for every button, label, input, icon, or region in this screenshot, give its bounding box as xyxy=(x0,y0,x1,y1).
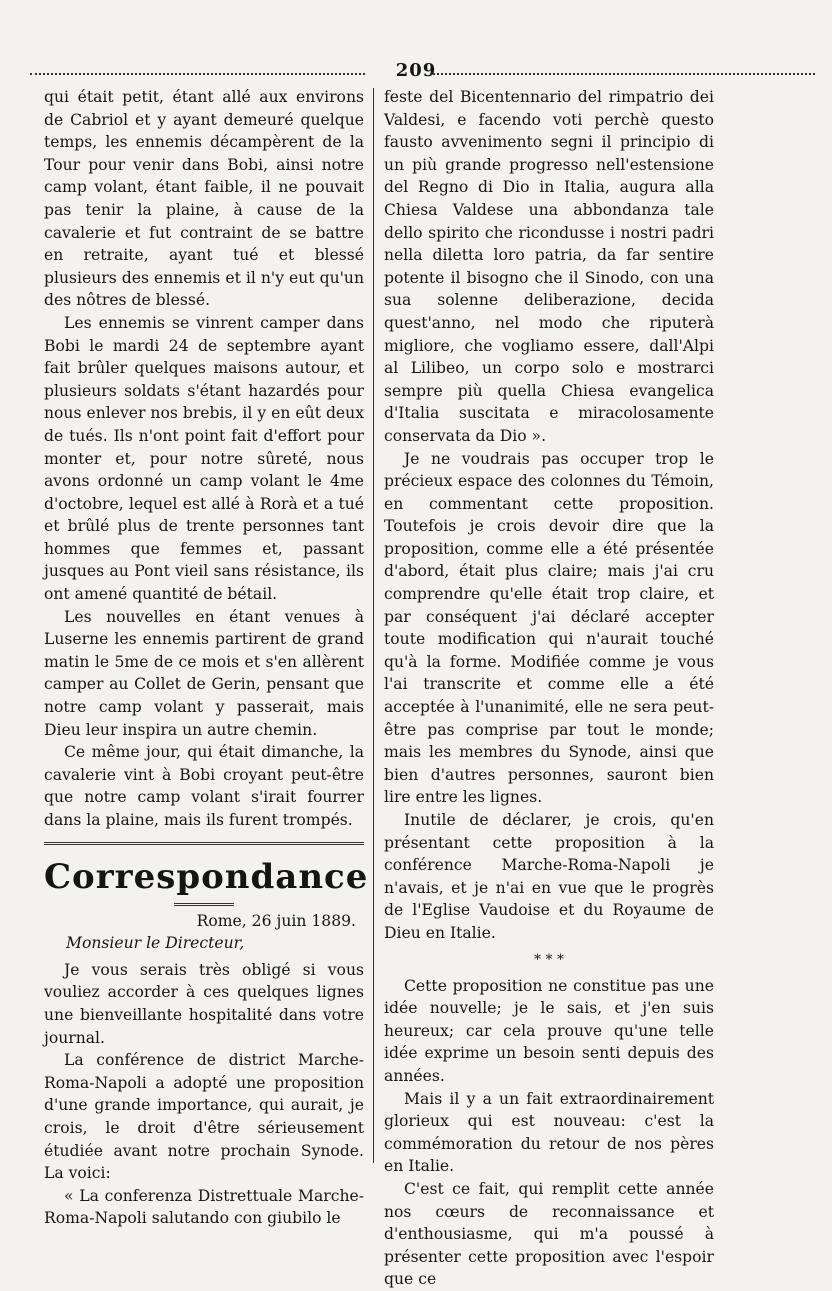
paragraph: Ce même jour, qui était dimanche, la cavalerie vint à Bobi croyant peut-être que notre camp volant s'irait fourrer dans la plaine, mais ils furent trompés. xyxy=(44,743,364,829)
paragraph: La conférence de district Marche-Roma-Napoli a adopté une proposition d'une grande importance, qui aurait, je crois, le droit d'être sérieusement étudiée avant notre prochain Synode. La voici: xyxy=(44,1051,364,1183)
dateline: Rome, 26 juin 1889. xyxy=(196,911,356,930)
paragraph: « La conferenza Distrettuale Marche-Roma-Napoli salutando con giubilo le xyxy=(44,1186,364,1228)
section-heading: Correspondance xyxy=(44,856,369,897)
salutation: Monsieur le Directeur, xyxy=(66,934,245,953)
paragraph: Les nouvelles en étant venues à Luserne les ennemis partirent de grand matin le 5me de ce mois et s'en allèrent camper au Collet de Gerin, pensant que notre camp volant y passerait, mais Dieu leur inspira un autre chemin. xyxy=(44,607,364,739)
left-column xyxy=(44,86,369,1230)
page-number: 209 xyxy=(395,60,437,81)
paragraph: qui était petit, étant allé aux environs de Cabriol et y ayant demeuré quelque temps, les ennemis décampèrent de la Tour pour venir dans Bobi, ainsi notre camp volant, étant faible, il ne pouvait pas tenir la plaine, à cause de la cavalerie et fut contraint de se battre en retraite, ayant tué et blessé plusieurs des ennemis et il n'y eut qu'un des nôtres de blessé. xyxy=(44,88,364,310)
paragraph: feste del Bicentennario del rimpatrio dei Valdesi, e facendo voti perchè questo fausto avvenimento segni il principio di un più grande progresso nell'estensione del Regno di Dio in Italia, augura alla Chiesa Valdese una abbondanza tale dello spirito che ricondusse i nostri padri nella diletta loro patria, da far sentire potente il bisogno che il Sinodo, con una sua solenne deliberazione, decida quest'anno, nel modo che riputerà migliore, che vogliamo essere, dall'Alpi al Lilibeo, un corpo solo e mostrarci sempre più quella Chiesa evangelica d'Italia suscitata e miracolosamente conservata da Dio ». xyxy=(384,88,714,445)
paragraph: Cette proposition ne constitue pas une idée nouvelle; je le sais, et j'en suis heureux; car cela prouve qu'une telle idée exprime un besoin senti depuis des années. xyxy=(384,976,714,1085)
paragraph: C'est ce fait, qui remplit cette année nos cœurs de reconnaissance et d'enthousiasme, qui m'a poussé à présenter cette proposition avec l'espoir que ce xyxy=(384,1179,714,1289)
asterism: * * * xyxy=(534,951,564,968)
heading-rule xyxy=(174,903,234,906)
paragraph: Mais il y a un fait extraordinairement glorieux qui est nouveau: c'est la commémoration du retour de nos pères en Italie. xyxy=(384,1089,714,1176)
right-column xyxy=(384,86,714,1291)
section-separator xyxy=(44,842,364,845)
top-rule-left xyxy=(30,73,365,77)
paragraph: Je vous serais très obligé si vous vouliez accorder à ces quelques lignes une bienveillante hospitalité dans votre journal. xyxy=(44,960,364,1047)
paragraph: Je ne voudrais pas occuper trop le précieux espace des colonnes du Témoin, en commentant cette proposition. Toutefois je crois devoir dire que la proposition, comme elle a été présentée d'abord, était plus claire; mais j'ai cru comprendre qu'elle était trop claire, et par conséquent j'ai déclaré accepter toute modification qui n'aurait touché qu'à la forme. Modifiée comme je vous l'ai transcrite et comme elle a été acceptée à l'unanimité, elle ne sera peut-être pas comprise par tout le monde; mais les membres du Synode, ainsi que bien d'autres personnes, sauront bien lire entre les lignes. xyxy=(384,449,714,807)
paragraph: Les ennemis se vinrent camper dans Bobi le mardi 24 de septembre ayant fait brûler quelques maisons autour, et plusieurs soldats s'étant hazardés pour nous enlever nos brebis, il y en eût deux de tués. Ils n'ont point fait d'effort pour monter et, pour notre sûreté, nous avons ordonné un camp volant le 4me d'octobre, lequel est allé à Rorà et a tué et brûlé plus de trente personnes tant hommes que femmes et, passant jusques au Pont vieil sans résistance, ils ont amené quantité de bétail. xyxy=(44,313,364,604)
column-divider xyxy=(373,88,374,1163)
paragraph: Inutile de déclarer, je crois, qu'en présentant cette proposition à la conférence Marche-Roma-Napoli je n'avais, et je n'ai en vue que le progrès de l'Eglise Vaudoise et du Royaume de Dieu en Italie. xyxy=(384,811,714,942)
top-rule-right xyxy=(430,73,815,77)
